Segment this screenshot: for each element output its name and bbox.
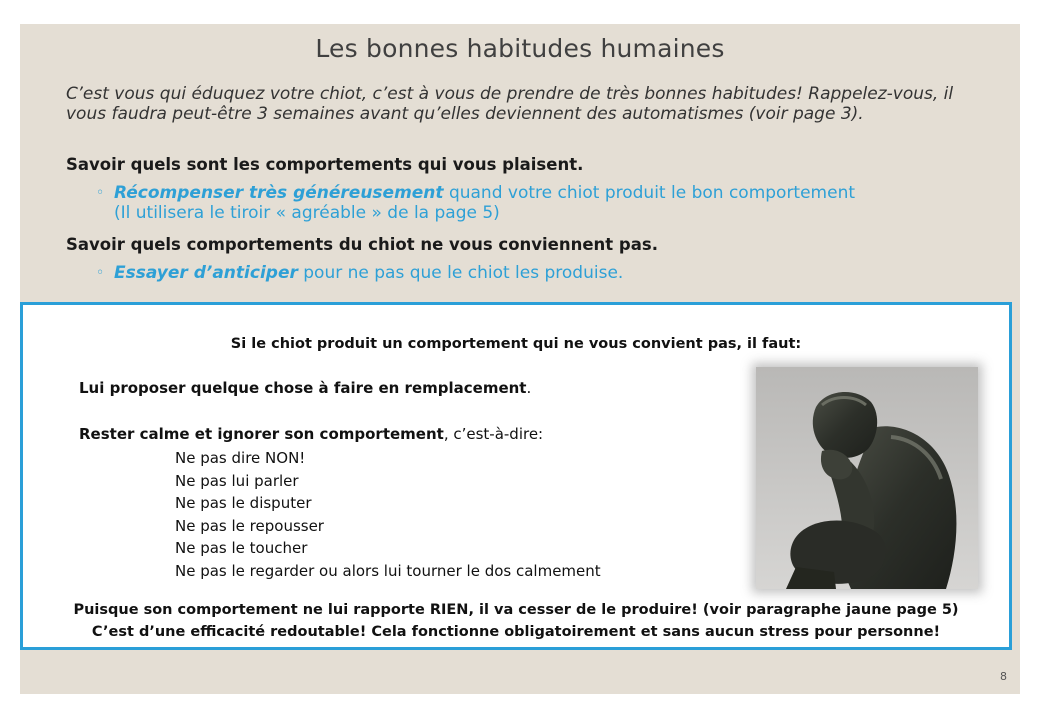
bullet-circle-icon: ◦ xyxy=(96,265,105,281)
section-heading-likes: Savoir quels sont les comportements qui vous plaisent. xyxy=(66,155,584,174)
page-title: Les bonnes habitudes humaines xyxy=(315,34,725,63)
list-item: Ne pas le disputer xyxy=(175,494,312,513)
bullet-reward-emphasis: Récompenser très généreusement xyxy=(114,183,444,203)
thinker-statue-icon xyxy=(756,367,978,589)
bullet-anticipate xyxy=(96,263,816,283)
calm-line xyxy=(79,425,543,443)
list-item: Ne pas le repousser xyxy=(175,516,324,535)
bullet-reward xyxy=(96,183,856,223)
list-item: Ne pas lui parler xyxy=(175,471,299,490)
list-item: Ne pas le regarder ou alors lui tourner le dos calmement xyxy=(175,561,601,580)
alternative-bold: Lui proposer quelque chose à faire en remplacement xyxy=(79,379,527,397)
dont-list xyxy=(175,447,601,583)
intro-paragraph: C’est vous qui éduquez votre chiot, c’est à vous de prendre de très bonnes habitudes! Rappelez-vous, il vous faudra peut-être 3 semaines avant qu’elles deviennent des automatismes (voir page 3). xyxy=(66,84,954,124)
conclusion-line-1: Puisque son comportement ne lui rapporte RIEN, il va cesser de le produire! (voir paragraphe jaune page 5) xyxy=(73,602,959,618)
alternative-line xyxy=(79,379,531,397)
section-heading-dislikes: Savoir quels comportements du chiot ne vous conviennent pas. xyxy=(66,235,658,254)
bullet-reward-rest: quand votre chiot produit le bon comportement (Il utilisera le tiroir « agréable » de la page 5) xyxy=(114,183,856,223)
calm-bold: Rester calme et ignorer son comportement xyxy=(79,425,444,443)
bullet-circle-icon: ◦ xyxy=(96,185,105,201)
list-item: Ne pas le toucher xyxy=(175,539,308,558)
thinker-statue-image xyxy=(756,367,978,589)
advice-box xyxy=(20,302,1012,650)
alternative-end: . xyxy=(526,379,532,397)
bullet-anticipate-text xyxy=(114,263,816,283)
conclusion-line-2: C’est d’une efficacité redoutable! Cela fonctionne obligatoirement et sans aucun stress pour personne! xyxy=(91,624,941,640)
bullet-anticipate-rest: pour ne pas que le chiot les produise. xyxy=(297,263,624,283)
list-item: Ne pas dire NON! xyxy=(175,449,306,467)
page-number: 8 xyxy=(1000,670,1007,683)
advice-box-title: Si le chiot produit un comportement qui ne vous convient pas, il faut: xyxy=(230,336,802,352)
calm-rest: , c’est-à-dire: xyxy=(443,425,544,443)
bullet-anticipate-emphasis: Essayer d’anticiper xyxy=(114,263,298,283)
bullet-reward-text xyxy=(114,183,856,223)
